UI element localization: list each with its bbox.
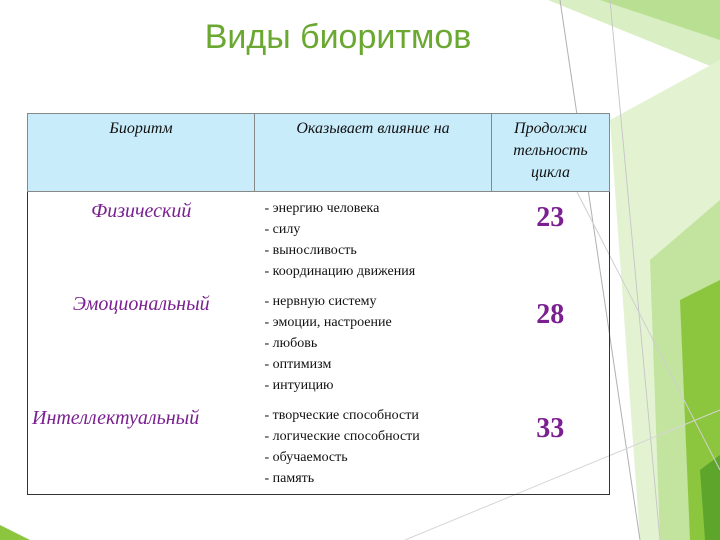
effects-list xyxy=(255,285,492,399)
table-row xyxy=(28,192,610,285)
effects-list xyxy=(255,399,492,495)
effect-item: - память xyxy=(264,470,315,486)
table-row xyxy=(28,399,610,495)
header-influence: Оказывает влияние на xyxy=(255,114,492,192)
biorhythm-name: Физический xyxy=(91,200,192,222)
table-row xyxy=(28,285,610,399)
effect-item: - силу xyxy=(264,222,301,237)
biorhythm-name: Эмоциональный xyxy=(72,292,210,315)
cycle-days: 23 xyxy=(536,202,565,233)
biorhythm-name: Интеллектуальный xyxy=(32,406,200,429)
effect-item: - обучаемость xyxy=(264,449,348,465)
effect-item: - энергию человека xyxy=(264,201,380,216)
biorhythm-table xyxy=(27,113,610,495)
slide-title: Виды биоритмов xyxy=(204,18,472,56)
effect-item: - любовь xyxy=(264,335,318,351)
header-biorhythm: Биоритм xyxy=(28,114,255,192)
effect-item: - творческие способности xyxy=(264,407,419,423)
table-header-row xyxy=(28,114,610,192)
effect-item: - координацию движения xyxy=(264,264,416,279)
effect-item: - нервную систему xyxy=(264,293,377,309)
cycle-days: 33 xyxy=(536,412,565,444)
effect-item: - логические способности xyxy=(264,428,420,444)
effect-item: - эмоции, настроение xyxy=(264,314,392,330)
effect-item: - оптимизм xyxy=(264,356,332,372)
header-cycle-duration: Продолжи тельность цикла xyxy=(492,114,610,192)
effect-item: - выносливость xyxy=(264,243,357,258)
effects-list xyxy=(255,192,492,285)
effect-item: - интуицию xyxy=(264,377,334,393)
cycle-days: 28 xyxy=(536,298,565,330)
